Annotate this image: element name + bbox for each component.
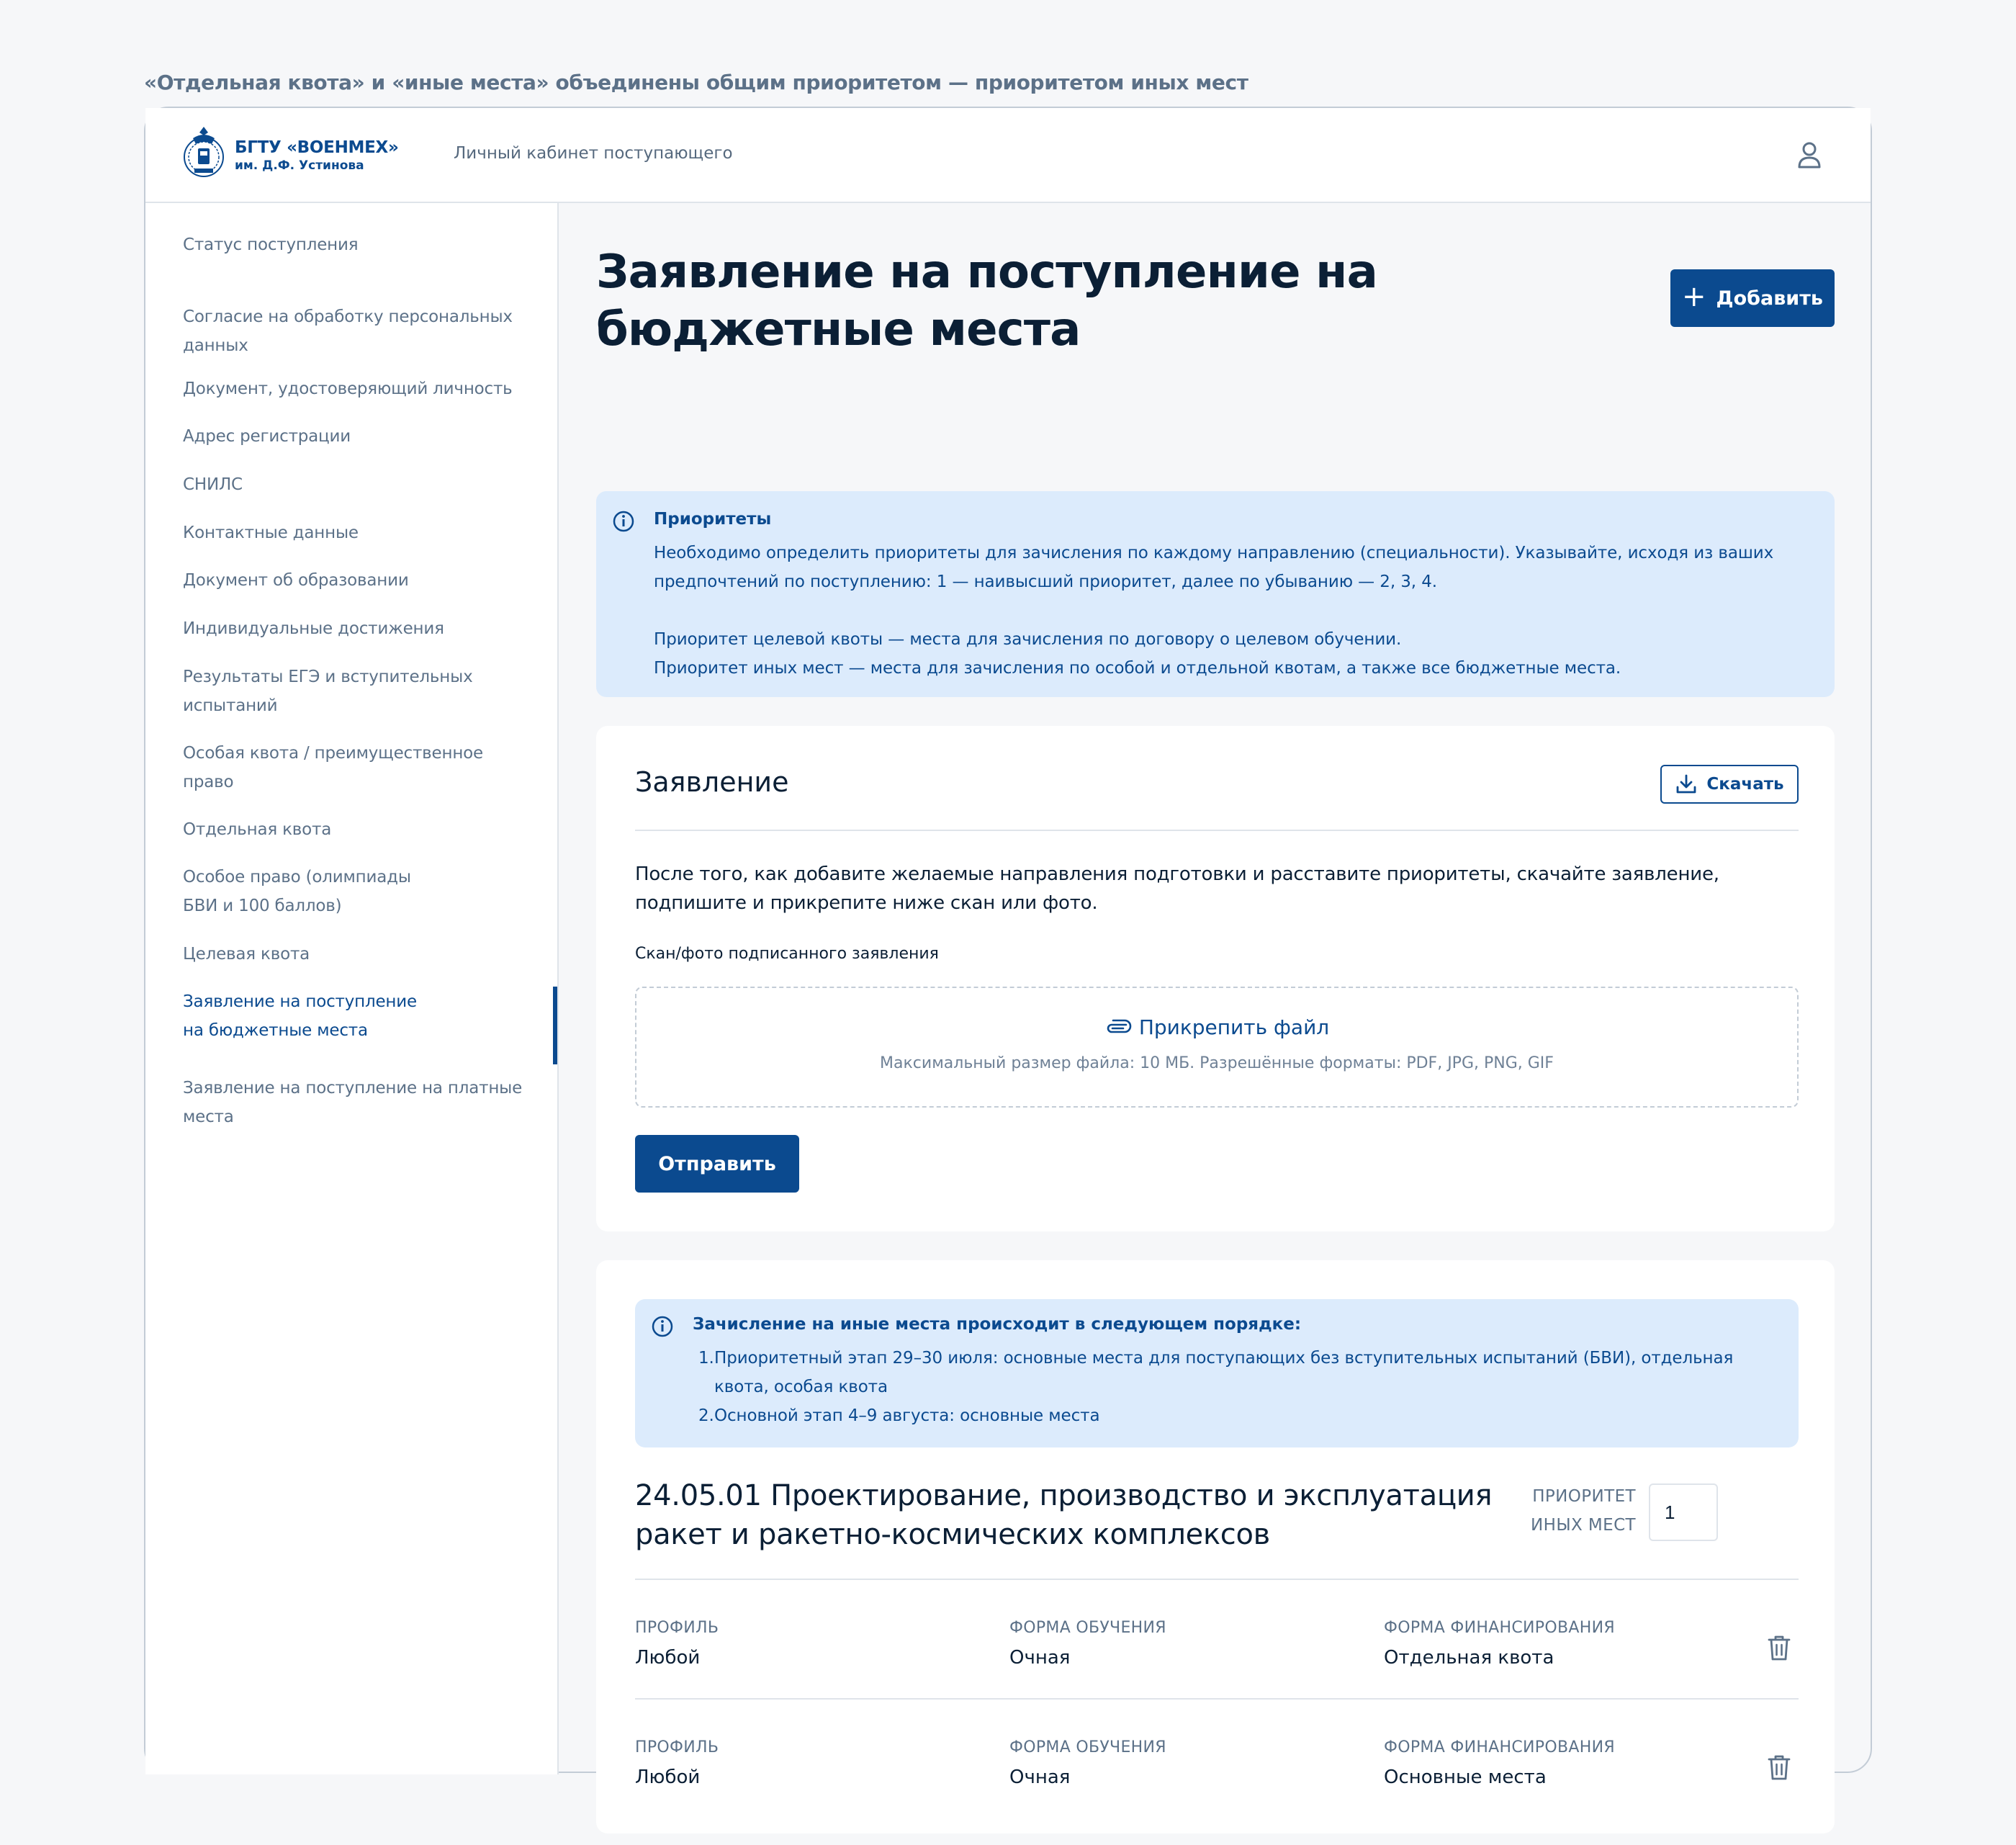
sidebar-nav (145, 203, 559, 1774)
top-header (145, 108, 1871, 203)
sidebar-item-paid-application[interactable]: Заявление на поступление на платные места (183, 1079, 523, 1126)
study-form-label: ФОРМА ОБУЧЕНИЯ (1009, 1619, 1166, 1637)
sidebar-item-special-right[interactable]: Особое право (олимпиады БВИ и 100 баллов) (183, 868, 411, 915)
sidebar-item-exam-results[interactable]: Результаты ЕГЭ и вступительных испытаний (183, 668, 473, 715)
program-card (596, 1260, 1835, 1833)
sidebar-item-registration-address[interactable]: Адрес регистрации (183, 427, 351, 446)
sidebar-item-target-quota[interactable]: Целевая квота (183, 945, 310, 964)
sidebar-item-budget-application[interactable]: Заявление на поступление на бюджетные места (183, 992, 417, 1040)
profile-label: ПРОФИЛЬ (635, 1738, 719, 1756)
funding-column (1384, 1738, 1615, 1788)
user-icon[interactable] (1793, 138, 1826, 171)
profile-column (635, 1738, 719, 1788)
funding-value: Отдельная квота (1384, 1647, 1554, 1669)
study-form-value: Очная (1009, 1647, 1071, 1669)
enrollment-step-number: 1. (698, 1349, 714, 1368)
scan-field-label: Скан/фото подписанного заявления (635, 945, 939, 963)
priority-label: ПРИОРИТЕТ ИНЫХ МЕСТ (1531, 1487, 1636, 1535)
priority-input[interactable]: 1 (1649, 1483, 1718, 1541)
sidebar-item-special-quota[interactable]: Особая квота / преимущественное право (183, 744, 483, 791)
page-caption: «Отдельная квота» и «иные места» объединены общим приоритетом — приоритетом иных мест (144, 71, 1248, 94)
application-description: После того, как добавите желаемые направления подготовки и расставите приоритеты, скачайте заявление, подпишите и прикрепите ниже скан или фото. (635, 863, 1719, 914)
profile-value: Любой (635, 1767, 701, 1788)
priorities-info-title: Приоритеты (654, 510, 772, 529)
enrollment-step (693, 1401, 1780, 1430)
funding-column (1384, 1619, 1615, 1669)
university-emblem-icon[interactable] (181, 120, 226, 189)
program-title: 24.05.01 Проектирование, производство и эксплуатация ракет и ракетно-космических комплексов (635, 1479, 1493, 1551)
profile-label: ПРОФИЛЬ (635, 1619, 719, 1637)
logo-title[interactable]: БГТУ «ВОЕНМЕХ» (235, 138, 399, 157)
cabinet-label: Личный кабинет поступающего (454, 144, 733, 163)
attach-file-link[interactable] (636, 1015, 1797, 1039)
profile-value: Любой (635, 1647, 701, 1669)
page-title: Заявление на поступление на бюджетные места (596, 246, 1377, 356)
enrollment-info-title: Зачисление на иные места происходит в следующем порядке: (693, 1315, 1302, 1334)
priorities-info-text: Необходимо определить приоритеты для зачисления по каждому направлению (специальности). Указывайте, исходя из ваших предпочтений по поступлению: 1 — наивысший приоритет, далее по убыванию — 2, 3, 4. (654, 544, 1774, 591)
file-dropzone[interactable] (635, 987, 1799, 1108)
sidebar-active-indicator (553, 987, 557, 1064)
row-divider (635, 1579, 1799, 1580)
enrollment-step-number: 2. (698, 1406, 714, 1425)
attach-file-label: Прикрепить файл (1138, 1015, 1330, 1039)
add-button[interactable] (1670, 269, 1835, 327)
download-button-label: Скачать (1706, 775, 1784, 794)
main-content (559, 203, 1871, 1788)
sidebar-item-identity-document[interactable]: Документ, удостоверяющий личность (183, 380, 513, 398)
enrollment-step (693, 1344, 1780, 1401)
delete-trash-icon[interactable] (1767, 1753, 1791, 1782)
enrollment-info-box (635, 1299, 1799, 1447)
funding-value: Основные места (1384, 1767, 1547, 1788)
study-form-value: Очная (1009, 1767, 1071, 1788)
download-button[interactable] (1660, 765, 1799, 804)
card-divider (635, 830, 1799, 831)
add-button-label: Добавить (1716, 287, 1823, 310)
sidebar-item-education-document[interactable]: Документ об образовании (183, 571, 409, 590)
plus-icon: + (1682, 280, 1706, 313)
info-icon (612, 510, 635, 533)
info-icon (651, 1315, 674, 1338)
sidebar-item-achievements[interactable]: Индивидуальные достижения (183, 619, 444, 638)
sidebar-item-consent[interactable]: Согласие на обработку персональных данных (183, 308, 513, 355)
sidebar-item-status[interactable]: Статус поступления (183, 235, 359, 254)
delete-trash-icon[interactable] (1767, 1633, 1791, 1662)
paperclip-icon (1104, 1019, 1132, 1036)
study-form-column (1009, 1738, 1166, 1788)
study-form-label: ФОРМА ОБУЧЕНИЯ (1009, 1738, 1166, 1756)
sidebar-item-contacts[interactable]: Контактные данные (183, 524, 359, 542)
logo-subtitle: им. Д.Ф. Устинова (235, 158, 364, 173)
enrollment-step-text: Приоритетный этап 29–30 июля: основные места для поступающих без вступительных испытаний (БВИ), отдельная квота, особая квота (714, 1349, 1734, 1396)
application-card (596, 726, 1835, 1231)
app-window (144, 107, 1872, 1788)
other-places-info-text: Приоритет иных мест — места для зачисления по особой и отдельной квотам, а также все бюджетные места. (654, 659, 1621, 678)
enrollment-step-text: Основной этап 4–9 августа: основные места (714, 1406, 1100, 1425)
application-card-title: Заявление (635, 766, 789, 798)
submit-button[interactable]: Отправить (635, 1135, 799, 1193)
row-divider (635, 1698, 1799, 1700)
attach-file-hint: Максимальный размер файла: 10 МБ. Разрешённые форматы: PDF, JPG, PNG, GIF (880, 1054, 1554, 1072)
profile-column (635, 1619, 719, 1669)
priorities-info-box (596, 491, 1835, 697)
target-quota-info-text: Приоритет целевой квоты — места для зачисления по договору о целевом обучении. (654, 630, 1402, 649)
funding-label: ФОРМА ФИНАНСИРОВАНИЯ (1384, 1619, 1615, 1637)
funding-label: ФОРМА ФИНАНСИРОВАНИЯ (1384, 1738, 1615, 1756)
study-form-column (1009, 1619, 1166, 1669)
download-icon (1675, 773, 1698, 796)
sidebar-item-separate-quota[interactable]: Отдельная квота (183, 820, 332, 839)
sidebar-item-snils[interactable]: СНИЛС (183, 475, 243, 494)
